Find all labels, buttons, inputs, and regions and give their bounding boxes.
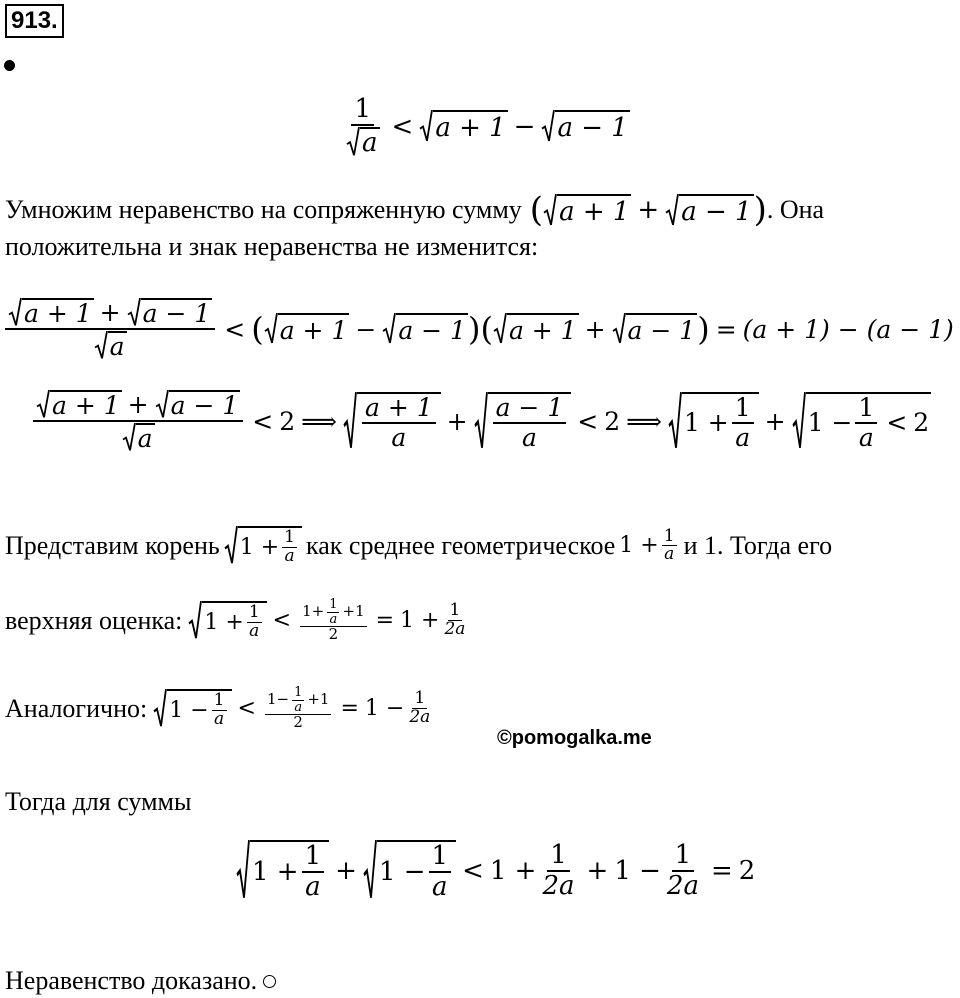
watermark: ©pomogalka.me (497, 727, 652, 749)
multiplied-inequality: a + 1 + a − 1 a < ( a + 1 − a − 1 ) ( a + 1 + a − 1 ) = (a + 1) − (a − 1) (2, 298, 954, 361)
end-of-proof-icon (263, 975, 276, 988)
bullet-icon (4, 60, 15, 71)
conclusion: Неравенство доказано. (5, 966, 276, 996)
paragraph-4: Аналогично: 1 − $\frac{1}{a}$ < 1 − $\frac{1}{a}$ + 1 2 = 1 − $\frac{1}{2a}$ (5, 685, 431, 732)
paragraph-5: Тогда для суммы (5, 787, 192, 816)
final-inequality: 1 + $\frac{1}{a}$ + 1 − $\frac{1}{a}$ < 1 + $\frac{1}{2a}$ + 1 − $\frac{1}{2a}$ = 2 (236, 840, 755, 902)
reduced-inequality: a + 1 + a − 1 a < 2 ⟹ $\frac{a + 1}{a}$ + $\frac{a - 1}{a}$ < 2 ⟹ 1 + $\frac{1}{a}$ + 1 − $\frac{1}{a}$ < 2 (30, 390, 931, 453)
paragraph-1-line-2: положительна и знак неравенства не изменится: (5, 232, 539, 261)
paragraph-3: верхняя оценка: 1 + $\frac{1}{a}$ < 1 + $\frac{1}{a}$ + 1 2 = 1 + $\frac{1}{2a}$ (5, 597, 466, 644)
paragraph-2: Представим корень 1 + $\frac{1}{a}$ как среднее геометрическое 1 + $\frac{1}{a}$ и 1. Тогда его (5, 525, 833, 566)
paragraph-1-line-1: Умножим неравенство на сопряженную сумму ( a + 1 + a − 1 ) . Она (5, 190, 825, 230)
main-inequality: $\frac{1}{a}$ < a + 1 − a − 1 (340, 96, 630, 158)
problem-number: 913. (5, 4, 64, 38)
